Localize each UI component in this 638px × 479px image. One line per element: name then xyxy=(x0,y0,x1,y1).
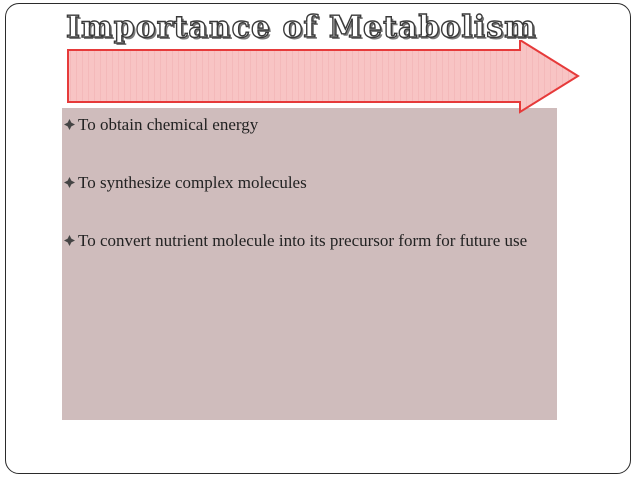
diamond-bullet-icon xyxy=(64,235,75,246)
bullet-text: To obtain chemical energy xyxy=(78,115,259,134)
arrow-body xyxy=(68,40,578,112)
bullet-text: To synthesize complex molecules xyxy=(78,173,307,192)
bullet-item xyxy=(64,114,544,136)
diamond-bullet-icon xyxy=(64,119,75,130)
bullet-list xyxy=(64,114,544,288)
bullet-text: To convert nutrient molecule into its precursor form for future use xyxy=(78,231,528,250)
bullet-item xyxy=(64,230,544,252)
diamond-bullet-icon xyxy=(64,177,75,188)
slide-title: Importance of Metabolism xyxy=(66,10,537,45)
bullet-item xyxy=(64,172,544,194)
